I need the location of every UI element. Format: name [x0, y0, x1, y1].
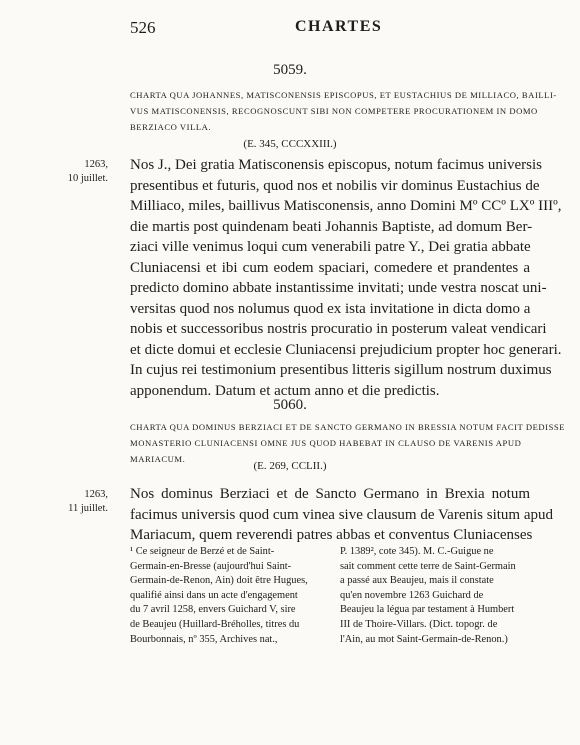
charter-number: 5059.	[273, 62, 307, 78]
footnote-line: sait comment cette terre de Saint-Germain	[340, 560, 516, 572]
margin-date	[0, 158, 108, 186]
footnote-line: a passé aux Beaujeu, mais il constate	[340, 575, 494, 587]
footnote-line: qualifié ainsi dans un acte d'engagement	[130, 589, 298, 601]
footnote-line: du 7 avril 1258, envers Guichard V, sire	[130, 604, 296, 616]
text-line: facimus universis quod cum vinea sive clausum de Varenis situm apud	[130, 506, 553, 523]
text-line: Milliaco, miles, baillivus Matisconensis, anno Domini Mº CCº LXº IIIº,	[130, 198, 562, 214]
footnote-column-left	[130, 545, 325, 647]
page-header	[0, 18, 580, 40]
caption-line: MONASTERIO CLUNIACENSI OMNE JUS QUOD HABEBAT IN CLAUSO DE VARENIS APUD	[130, 438, 522, 448]
running-title: CHARTES	[295, 18, 383, 35]
margin-year: 1263,	[84, 159, 108, 170]
text-line: presentibus et futuris, quod nos et nobilis vir dominus Eustachius de	[130, 177, 540, 194]
text-line: versitas quod nos nolumus quod ex ista invitatione in dicta domo a	[130, 300, 531, 317]
margin-day: 10 juillet.	[67, 173, 108, 184]
footnote-line: III de Thoire-Villars. (Dict. topogr. de	[340, 618, 498, 630]
text-line: predicto domino abbate instantissime invitati; unde vestra noscat uni-	[130, 280, 547, 296]
footnote-line: l'Ain, au mot Saint-Germain-de-Renon.)	[340, 633, 508, 645]
text-line: Mariacum, quem reverendi patres abbas et conventus Cluniacenses	[130, 527, 533, 543]
charter-caption	[130, 87, 557, 135]
text-line: nobis et successoribus nostris procuratio in posterum valeat vendicari	[130, 321, 547, 337]
caption-line: CHARTA QUA JOHANNES, MATISCONENSIS EPISCOPUS, ET EUSTACHIUS DE MILLIACO, BAILLI-	[130, 90, 557, 100]
charter-text	[130, 484, 553, 546]
margin-year: 1263,	[84, 489, 108, 500]
text-line: et dicte domui et ecclesie Cluniacensi prejudicium propter hoc generari.	[130, 341, 562, 358]
footnote-line: qu'en novembre 1263 Guichard de	[340, 589, 484, 601]
caption-line: MARIACUM.	[130, 454, 186, 464]
text-line: Nos J., Dei gratia Matisconensis episcopus, notum facimus universis	[130, 157, 543, 173]
footnote-line: de Beaujeu (Huillard-Bréholles, titres du	[130, 618, 300, 630]
charter-source: (E. 269, CCLII.)	[253, 460, 327, 472]
caption-line: VUS MATISCONENSIS, RECOGNOSCUNT SIBI NON COMPETERE PROCURATIONEM IN DOMO	[130, 106, 538, 116]
page-number: 526	[130, 18, 156, 37]
footnote-line: Bourbonnais, nº 355, Archives nat.,	[130, 633, 278, 645]
footnote-line: ¹ Ce seigneur de Berzé et de Saint-	[130, 546, 275, 557]
text-line: In cujus rei testimonium presentibus litteris sigillum nostrum duximus	[130, 362, 552, 378]
text-line: ziaci ville venimus loqui cum venerabili patre Y., Dei gratia abbate	[130, 239, 531, 255]
charter-text	[130, 155, 562, 401]
footnote-column-right	[340, 545, 535, 647]
footnote-line: Germain-en-Bresse (aujourd'hui Saint-	[130, 560, 292, 572]
footnote-line: P. 1389², cote 345). M. C.-Guigue ne	[340, 546, 494, 557]
margin-day: 11 juillet.	[68, 503, 108, 514]
text-line: Cluniacensi et ibi cum eodem spaciari, comedere et prandentes a	[130, 259, 530, 276]
caption-line: BERZIACO VILLA.	[130, 122, 212, 132]
charter-number: 5060.	[273, 397, 307, 413]
footnote-line: Germain-de-Renon, Ain) doit être Hugues,	[130, 575, 308, 587]
text-line: Nos dominus Berziaci et de Sancto Germano in Brexia notum	[130, 486, 530, 502]
text-line: die martis post quindenam beati Johannis Baptiste, ad domum Ber-	[130, 218, 533, 235]
margin-date	[0, 488, 108, 516]
text-line: apponendum. Datum et actum anno et die predictis.	[130, 382, 440, 399]
caption-line: CHARTA QUA DOMINUS BERZIACI ET DE SANCTO GERMANO IN BRESSIA NOTUM FACIT DEDISSE	[130, 422, 566, 432]
charter-source: (E. 345, CCCXXIII.)	[243, 138, 337, 150]
footnote-line: Beaujeu la légua par testament à Humbert	[340, 604, 515, 616]
